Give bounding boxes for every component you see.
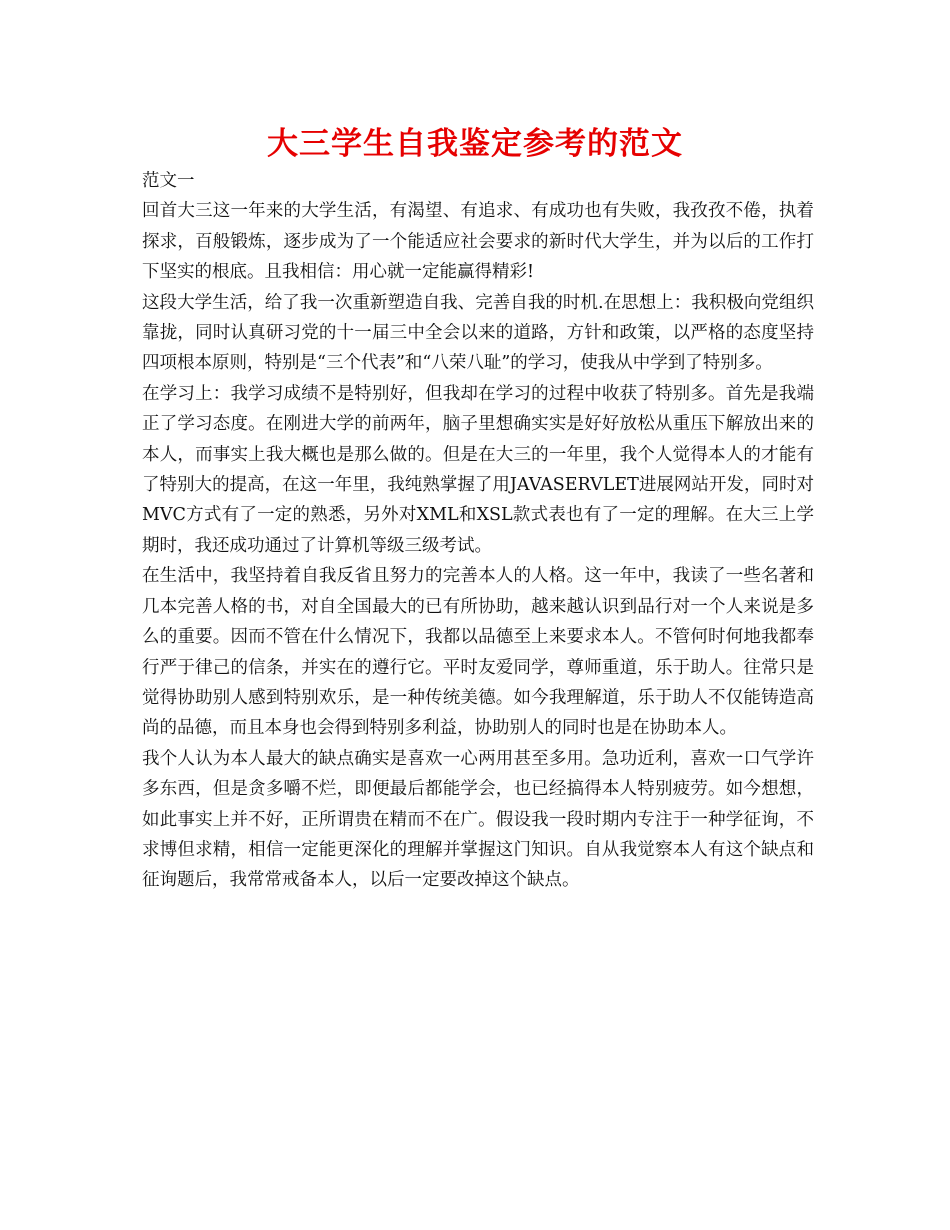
section-label: 范文一 [142, 171, 195, 191]
paragraph-life: 在生活中，我坚持着自我反省且努力的完善本人的人格。这一年中，我读了一些名著和几本完善人格的书，对自全国最大的已有所协助，越来越认识到品行对一个人来说是多么的重要。因而不管在什么情况下，我都以品德至上来要求本人。不管何时何地我都奉行严于律己的信条，并实在的遵行它。平时友爱同学，尊师重道，乐于助人。往常只是觉得协助别人感到特别欢乐，是一种传统美德。如今我理解道，乐于助人不仅能铸造高尚的品德，而且本身也会得到特别多利益，协助别人的同时也是在协助本人。 [142, 566, 814, 739]
paragraph-study: 在学习上：我学习成绩不是特别好，但我却在学习的过程中收获了特别多。首先是我端正了学习态度。在刚进大学的前两年，脑子里想确实实是好好放松从重压下解放出来的本人，而事实上我大概也是那么做的。但是在大三的一年里，我个人觉得本人的才能有了特别大的提高，在这一年里，我纯熟掌握了用JAVASERVLET进展网站开发，同时对MVC方式有了一定的熟悉，另外对XML和XSL款式表也有了一定的理解。在大三上学期时，我还成功通过了计算机等级三级考试。 [142, 383, 814, 556]
document-title: 大三学生自我鉴定参考的范文 [267, 126, 683, 162]
paragraph-thought: 这段大学生活，给了我一次重新塑造自我、完善自我的时机.在思想上：我积极向党组织靠拢，同时认真研习党的十一届三中全会以来的道路，方针和政策，以严格的态度坚持四项根本原则，特别是“三个代表”和“八荣八耻”的学习，使我从中学到了特别多。 [142, 292, 814, 374]
paragraph-shortcoming: 我个人认为本人最大的缺点确实是喜欢一心两用甚至多用。急功近利，喜欢一口气学许多东西，但是贪多嚼不烂，即便最后都能学会，也已经搞得本人特别疲劳。如今想想，如此事实上并不好，正所谓贵在精而不在广。假设我一段时期内专注于一种学征询，不求博但求精，相信一定能更深化的理解并掌握这门知识。自从我觉察本人有这个缺点和征询题后，我常常戒备本人，以后一定要改掉这个缺点。 [142, 748, 814, 891]
document-body [142, 166, 814, 896]
paragraph-intro: 回首大三这一年来的大学生活，有渴望、有追求、有成功也有失败，我孜孜不倦，执着探求，百般锻炼，逐步成为了一个能适应社会要求的新时代大学生，并为以后的工作打下坚实的根底。且我相信：用心就一定能赢得精彩! [142, 201, 814, 283]
